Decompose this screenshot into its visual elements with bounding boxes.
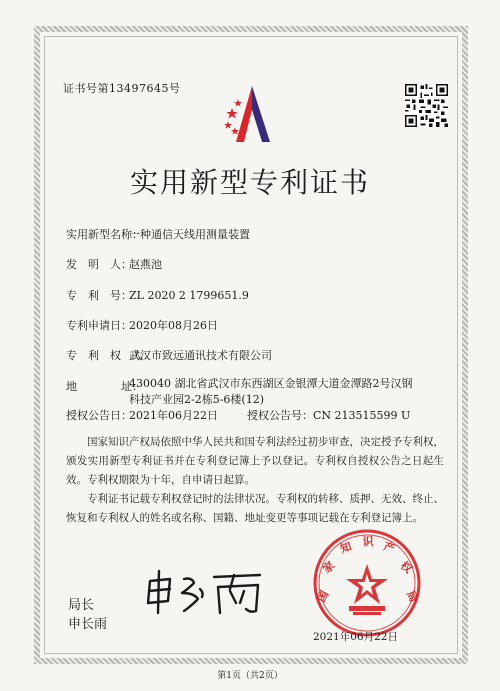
grant-pub-label: 授权公告号：: [247, 409, 313, 422]
grant-pub-number: CN 213515599 U: [313, 409, 411, 422]
field-address: [66, 378, 143, 394]
seal-char-5: 产: [381, 539, 397, 556]
field-value: 赵燕池: [129, 258, 162, 271]
field-value: 一种通信天线用测量装置: [129, 228, 250, 241]
field-utility-model-name: [66, 226, 250, 242]
field-value: ZL 2020 2 1799651.9: [129, 289, 249, 302]
field-label: 发 明 人：: [66, 258, 132, 271]
qr-code-icon: [405, 84, 448, 127]
director-name: 申长雨: [68, 617, 108, 632]
official-seal-icon: [312, 528, 422, 638]
field-label: 专利申请日：: [66, 319, 132, 332]
seal-char-2: 家: [320, 558, 338, 576]
field-inventor: [66, 256, 162, 272]
director-signature: [140, 567, 270, 617]
field-label: 实用新型名称：: [66, 228, 143, 241]
seal-char-4: 识: [362, 535, 374, 548]
field-filing-date: [66, 317, 218, 333]
page-footer: 第1页（共2页）: [217, 671, 283, 681]
seal-char-7: 局: [403, 588, 421, 605]
statement-paragraph-1: 国家知识产权局依照中华人民共和国专利法经过初步审查，决定授予专利权，颁发实用新型专利证书并在专利登记簿上予以登记。专利权自授权公告之日起生效。专利权期限为十年，自申请日起算。: [66, 436, 444, 486]
field-value: 2020年08月26日: [129, 319, 218, 332]
address-line-1: 430040 湖北省武汉市东西湖区金银潭大道金潭路2号汉钢: [129, 377, 413, 390]
grant-date: 2021年06月22日: [129, 409, 218, 422]
seal-char-6: 权: [397, 558, 415, 576]
certificate-number: 证书号第13497645号: [63, 82, 181, 95]
patent-office-emblem-icon: [222, 82, 282, 146]
director-title: 局长: [68, 598, 95, 613]
address-value: [129, 376, 419, 408]
field-label: 专 利 权 人：: [66, 349, 154, 362]
field-grant: [66, 407, 410, 423]
seal-date: 2021年06月22日: [313, 631, 398, 643]
field-value: 武汉市致远通讯技术有限公司: [129, 349, 272, 362]
seal-char-3: 知: [338, 539, 354, 556]
field-label: 专 利 号：: [66, 289, 132, 302]
seal-char-1: 国: [314, 588, 332, 605]
field-patentee: [66, 347, 272, 363]
address-line-2: 科技产业园2-2栋5-6楼(12): [129, 393, 265, 406]
field-patent-number: [66, 287, 249, 303]
page-title: 实用新型专利证书: [129, 166, 370, 199]
statement-paragraph-2: 专利证书记载专利权登记时的法律状况。专利权的转移、质押、无效、终止、恢复和专利权人的姓名或名称、国籍、地址变更等事项记载在专利登记簿上。: [66, 493, 444, 524]
field-label: 地 址：: [66, 380, 143, 393]
grant-date-label: 授权公告日：: [66, 409, 132, 422]
